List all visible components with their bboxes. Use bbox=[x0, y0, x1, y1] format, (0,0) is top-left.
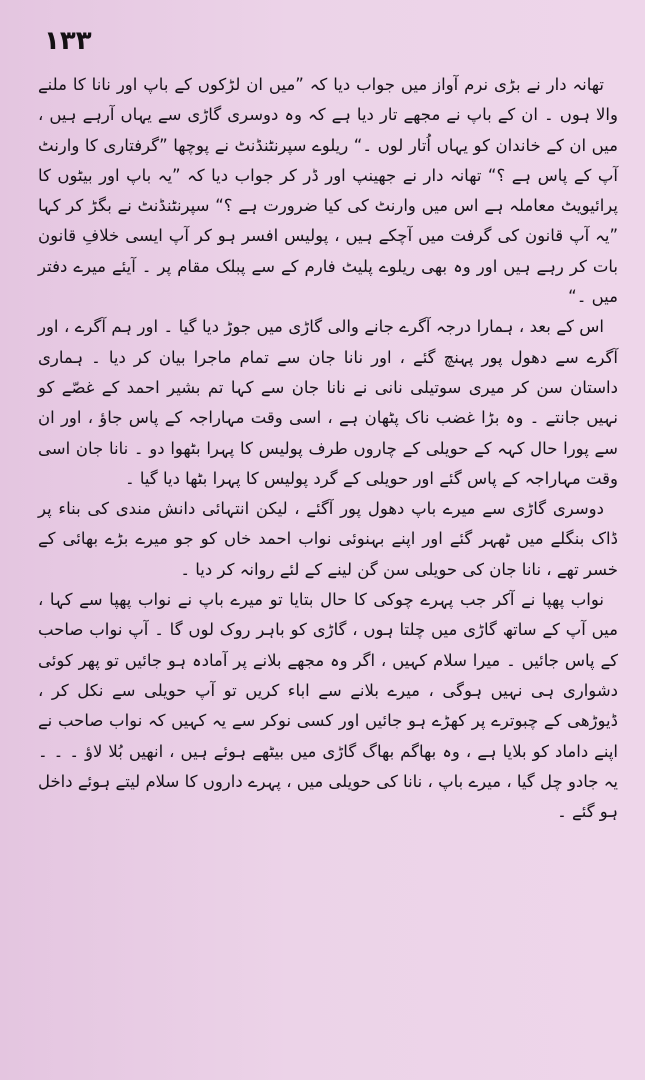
paragraph-4-text: نواب پھپا نے آکر جب پہرے چوکی کا حال بتایا تو میرے باپ نے نواب پھپا سے کہا ، میں آپ کے ساتھ گاڑی میں چلتا ہوں ، گاڑی کو باہر روک لوں گا ۔ آپ نواب صاحب کے پاس جائیں ۔ میرا سلام کہیں ، اگر وہ مجھے بلانے پر آمادہ ہو جائیں تو پھر کوئی دشواری ہی نہیں ہوگی ، میرے بلانے سے اباء کریں تو آپ حویلی سے نکل کر ، ڈیوڑھی کے چبوترے پر کھڑے ہو جائیں اور کسی نوکر سے یہ کہیں کہ نواب صاحب نے اپنے داماد کو بلایا ہے ، وہ بھاگم بھاگ گاڑی میں بیٹھے ہوئے ہیں ، انھیں بُلا لاؤ ۔ ۔ ۔ یہ جادو چل گیا ، میرے باپ ، نانا کی حویلی میں ، پہرے داروں کا سلام لیتے ہوئے داخل ہو گئے ۔ bbox=[37, 590, 618, 822]
paragraph-1 bbox=[38, 70, 618, 312]
paragraph-1-text: تھانہ دار نے بڑی نرم آواز میں جواب دیا کہ ”میں ان لڑکوں کے باپ اور نانا کا ملنے والا ہوں ۔ ان کے باپ نے مجھے تار دیا ہے کہ وہ دوسری گاڑی سے یہاں آرہے ہیں ، میں ان کے خاندان کو یہاں اُتار لوں ۔“ ریلوے سپرنٹنڈنٹ نے پوچھا ”گرفتاری کا وارنٹ آپ کے پاس ہے ؟“ تھانہ دار نے جھینپ اور ڈر کر جواب دیا کہ ”یہ باپ اور بیٹوں کا پرائیویٹ معاملہ ہے اس میں وارنٹ کی کیا ضرورت ہے ؟“ سپرنٹنڈنٹ نے بگڑ کر کہا ”یہ آپ قانون کی گرفت میں آچکے ہیں ، پولیس افسر ہو کر آپ ایسی خلافِ قانون بات کر رہے ہیں اور وہ بھی ریلوے پلیٹ فارم کے سے پبلک مقام پر ۔ آیئے میرے دفتر میں ۔“ bbox=[38, 75, 618, 307]
paragraph-2-text: اس کے بعد ، ہمارا درجہ آگرے جانے والی گاڑی میں جوڑ دیا گیا ۔ اور ہم آگرے ، اور آگرے سے دھول پور پہنچ گئے ، اور نانا جان سے تمام ماجرا بیان کر دیا ۔ ہماری داستان سن کر میری سوتیلی نانی نے نانا جان سے کہا تم بشیر احمد کے غصّے کو نہیں جانتے ۔ وہ بڑا غضب ناک پٹھان ہے ، اسی وقت مہاراجہ کے پاس جاؤ ، اور ان سے پورا حال کہہ کے حویلی کے چاروں طرف پولیس کا پہرا بٹھوا دو ۔ نانا جان اسی وقت مہاراجہ کے پاس گئے اور حویلی کے گرد پولیس کا پہرا بٹھا دیا گیا ۔ bbox=[38, 317, 618, 488]
paragraph-4 bbox=[38, 585, 618, 827]
paragraph-3 bbox=[38, 494, 618, 585]
page-number: ۱۳۳ bbox=[44, 26, 92, 56]
body-text bbox=[38, 70, 618, 827]
paragraph-3-text: دوسری گاڑی سے میرے باپ دھول پور آگئے ، لیکن انتہائی دانش مندی کی بناء پر ڈاک بنگلے میں ٹھہر گئے اور اپنے بہنوئی نواب احمد خاں کو جو میرے بڑے بھائی کے خسر تھے ، نانا جان کی حویلی سن گن لینے کے لئے روانہ کر دیا ۔ bbox=[38, 499, 618, 579]
paragraph-2 bbox=[38, 312, 618, 494]
